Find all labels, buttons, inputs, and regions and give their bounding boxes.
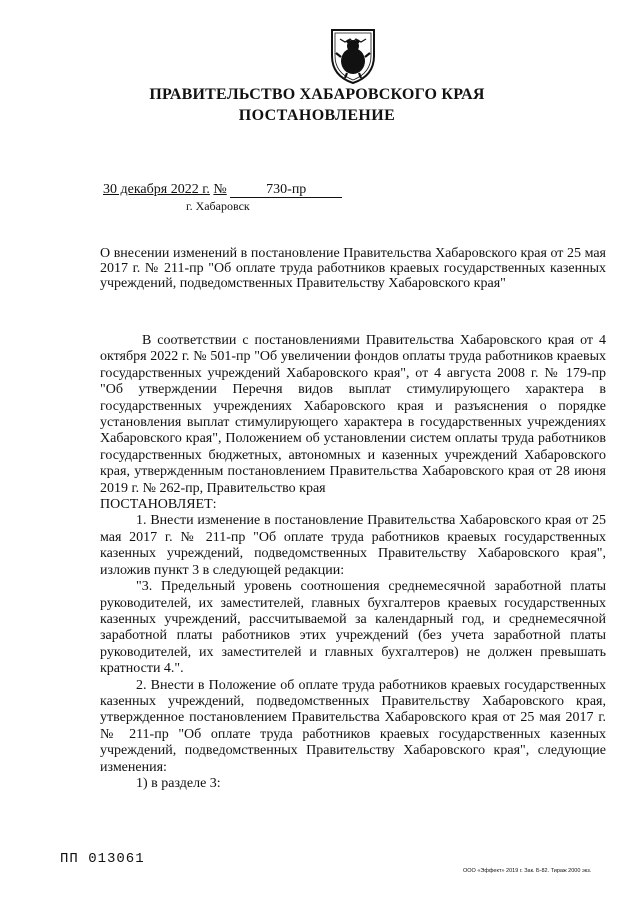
form-serial-code: ПП 013061 [60, 851, 145, 867]
preamble-paragraph: В соответствии с постановлениями Правительства Хабаровского края от 4 октября 2022 г. № 501-пр "Об увеличении фондов оплаты труда работников краевых государственных учреждений Хабаровского края", от 4 августа 2008 г. № 179-пр "Об утверждении Перечня видов выплат стимулирующего характера в государственных учреждениях Хабаровского края и разъяснения о порядке установления выплат стимулирующего характера в государственных учреждениях Хабаровского края", Положением об установлении систем оплаты труда работников государственных бюджетных, автономных и казенных учреждений Хабаровского края, утвержденным постановлением Правительства Хабаровского края от 28 июня 2019 г. № 262-пр, Правительство края [100, 333, 606, 496]
document-type: ПОСТАНОВЛЕНИЕ [238, 107, 396, 124]
item-1-paragraph: 1. Внести изменение в постановление Правительства Хабаровского края от 25 мая 2017 г. № 211-пр "Об оплате труда работников краевых государственных казенных учреждений, подведомственных Правительству Хабаровского края", изложив пункт 3 в следующей редакции: [100, 513, 606, 578]
coat-of-arms-icon [329, 26, 377, 84]
document-number: 730-пр [230, 183, 342, 198]
printer-imprint: ООО «Эффект» 2019 г. Зак. Б-82. Тираж 2000 экз. [463, 868, 592, 874]
document-body [100, 333, 606, 792]
document-subject: О внесении изменений в постановление Правительства Хабаровского края от 25 мая 2017 г. № 211-пр "Об оплате труда работников краевых государственных казенных учреждений, подведомственных Правительству Хабаровского края" [100, 246, 606, 291]
document-date: 30 декабря 2022 г. [103, 182, 210, 197]
item-1-quote-paragraph: "3. Предельный уровень соотношения среднемесячной заработной платы руководителей, их заместителей, главных бухгалтеров краевых государственных казенных учреждений, рассчитываемой за календарный год, и среднемесячной заработной платы работников этих учреждений (без учета заработной платы руководителей, их заместителей и главных бухгалтеров) не должен превышать кратности 4.". [100, 579, 606, 677]
government-title: ПРАВИТЕЛЬСТВО ХАБАРОВСКОГО КРАЯ [149, 86, 485, 103]
date-number-line [103, 182, 342, 198]
item-2-paragraph: 2. Внести в Положение об оплате труда работников краевых государственных казенных учреждений, подведомственных Правительству Хабаровского края, утвержденное постановлением Правительства Хабаровского края от 25 мая 2017 г. № 211-пр "Об оплате труда работников краевых государственных казенных учреждений, подведомственных Правительству Хабаровского края", следующие изменения: [100, 677, 606, 775]
item-2-sub-1-paragraph: 1) в разделе 3: [136, 775, 221, 791]
decree-heading: ПОСТАНОВЛЯЕТ: [100, 497, 217, 513]
number-sign: № [213, 182, 227, 197]
city: г. Хабаровск [186, 199, 250, 213]
